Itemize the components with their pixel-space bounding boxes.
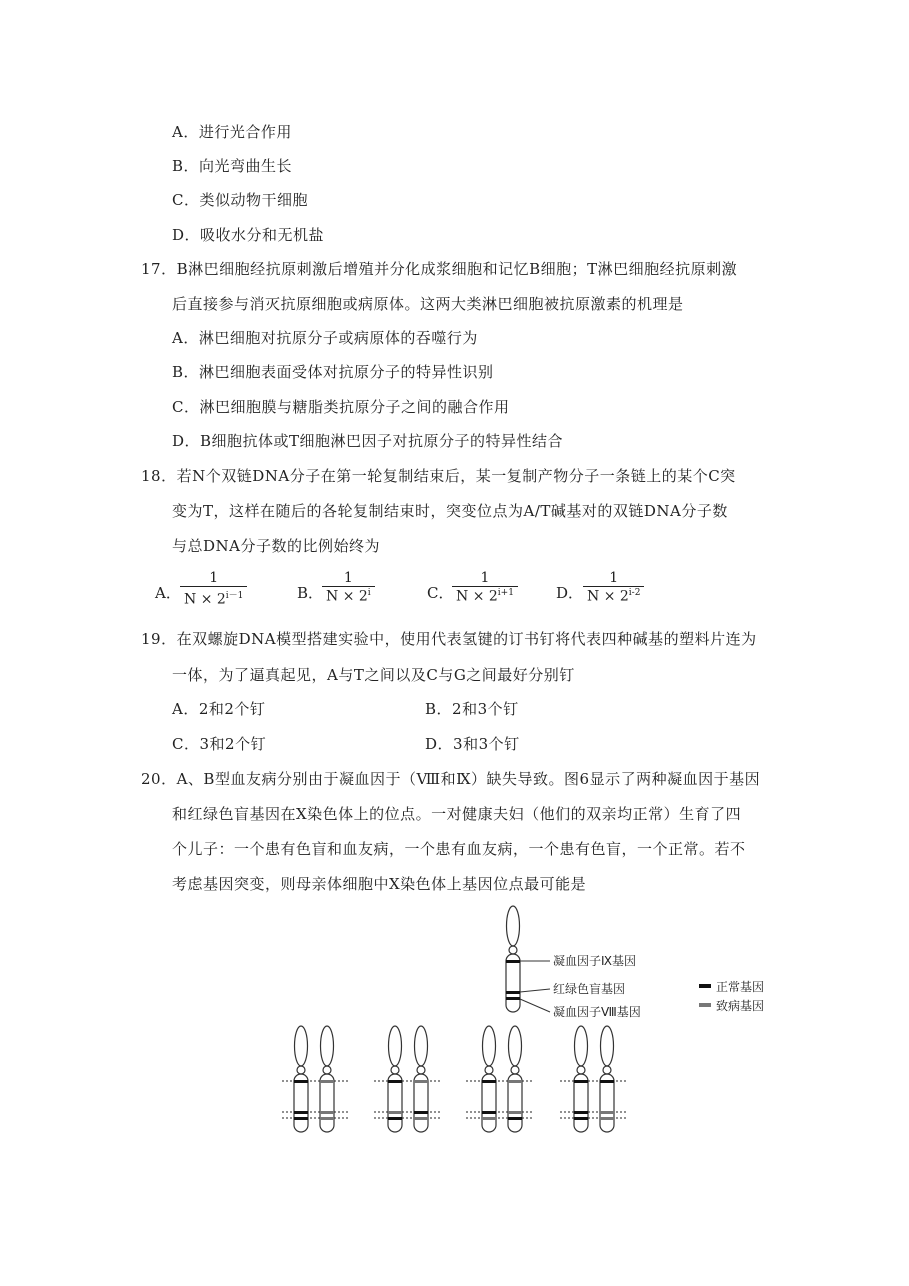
option-2-chromosome-1 (388, 1026, 402, 1132)
chromosome-centromere (577, 1066, 585, 1074)
band-colorblind (574, 1111, 588, 1114)
band-factor9 (482, 1080, 496, 1083)
leader-line-factor8 (520, 999, 550, 1012)
q20-stem-line4: 考虑基因突变，则母亲体细胞中X染色体上基因位点最可能是 (172, 875, 587, 893)
band-factor9 (320, 1080, 334, 1083)
option-4-chromosome-2 (600, 1026, 614, 1132)
q18-stem-line1: 18．若N个双链DNA分子在第一轮复制结束后，某一复制产物分子一条链上的某个C突 (141, 467, 736, 485)
fraction-numerator: 1 (609, 570, 619, 586)
fraction-numerator: 1 (209, 570, 219, 586)
band-factor8 (294, 1117, 308, 1120)
band-colorblind (294, 1111, 308, 1114)
label-colorblind-gene: 红绿色盲基因 (553, 982, 626, 996)
q17-stem-line1: 17．B淋巴细胞经抗原刺激后增殖并分化成浆细胞和记忆B细胞；T淋巴细胞经抗原刺激 (141, 260, 738, 278)
band-factor8 (574, 1117, 588, 1120)
fraction-numerator: 1 (343, 570, 353, 586)
fraction-denominator: $N \times 2^{i-2}$ (583, 586, 644, 605)
chromosome-centromere (603, 1066, 611, 1074)
q17-option-c: C．淋巴细胞膜与糖脂类抗原分子之间的融合作用 (172, 398, 510, 416)
chromosome-centromere (323, 1066, 331, 1074)
q19-option-d: D．3和3个钉 (425, 735, 520, 753)
option-3-chromosome-2 (508, 1026, 522, 1132)
reference-band-colorblind (506, 991, 520, 994)
band-factor9 (574, 1080, 588, 1083)
q20-stem-line1: 20．A、B型血友病分别由于凝血因于（Ⅷ和Ⅸ）缺失导致。图6显示了两种凝血因于基因 (141, 770, 761, 788)
legend-disease-label: 致病基因 (716, 999, 765, 1013)
option-1-chromosome-2 (320, 1026, 334, 1132)
chromosome-upper-arm (509, 1026, 522, 1066)
q18-stem-line2: 变为T，这样在随后的各轮复制结束时，突变位点为A/T碱基对的双链DNA分子数 (172, 502, 728, 520)
option-4-chromosome-1 (574, 1026, 588, 1132)
band-factor8 (600, 1117, 614, 1120)
fraction-denominator: $N \times 2^{i-1}$ (180, 586, 247, 608)
fraction-denominator: $N \times 2^{i+1}$ (452, 586, 518, 605)
label-factor8-gene: 凝血因子Ⅷ基因 (553, 1005, 641, 1019)
reference-band-factor9 (506, 960, 520, 963)
chromosome-centromere (297, 1066, 305, 1074)
band-colorblind (414, 1111, 428, 1114)
option-2-chromosome-2 (414, 1026, 428, 1132)
chromosome-upper-arm (295, 1026, 308, 1066)
band-factor8 (320, 1117, 334, 1120)
band-factor9 (600, 1080, 614, 1083)
q20-stem-line2: 和红绿色盲基因在X染色体上的位点。一对健康夫妇（他们的双亲均正常）生育了四 (172, 805, 742, 823)
q17-option-a: A．淋巴细胞对抗原分子或病原体的吞噬行为 (172, 329, 478, 347)
reference-centromere (509, 946, 517, 954)
q18-stem-line3: 与总DNA分子数的比例始终为 (172, 537, 380, 555)
chromosome-upper-arm (483, 1026, 496, 1066)
chromosome-upper-arm (415, 1026, 428, 1066)
legend-disease-swatch (699, 1003, 711, 1007)
q19-stem-line1: 19．在双螺旋DNA模型搭建实验中，使用代表氢键的订书钉将代表四种碱基的塑料片连为 (141, 630, 757, 648)
q18-option-d-label: D． (556, 584, 584, 602)
chromosome-upper-arm (389, 1026, 402, 1066)
leader-line-colorblind (520, 989, 550, 992)
fraction-numerator: 1 (480, 570, 490, 586)
chromosome-upper-arm (321, 1026, 334, 1066)
band-colorblind (320, 1111, 334, 1114)
q18-option-b-label: B． (297, 584, 324, 602)
band-colorblind (508, 1111, 522, 1114)
q18-option-c-label: C． (427, 584, 454, 602)
q19-option-a: A．2和2个钉 (172, 700, 266, 718)
chromosome-centromere (485, 1066, 493, 1074)
band-factor9 (388, 1080, 402, 1083)
reference-upper-arm (507, 906, 520, 946)
band-colorblind (482, 1111, 496, 1114)
chromosome-upper-arm (601, 1026, 614, 1066)
fraction-denominator: $N \times 2^i$ (322, 586, 375, 605)
q17-option-d: D．B细胞抗体或T细胞淋巴因子对抗原分子的特异性结合 (172, 432, 564, 450)
band-colorblind (600, 1111, 614, 1114)
chromosome-upper-arm (575, 1026, 588, 1066)
q19-stem-line2: 一体，为了逼真起见，A与T之间以及C与G之间最好分别钉 (172, 666, 575, 684)
q16-option-d: D．吸收水分和无机盐 (172, 226, 325, 244)
q17-option-b: B．淋巴细胞表面受体对抗原分子的特异性识别 (172, 363, 494, 381)
q16-option-a: A．进行光合作用 (172, 123, 292, 141)
band-factor9 (294, 1080, 308, 1083)
band-factor8 (414, 1117, 428, 1120)
q16-option-b: B．向光弯曲生长 (172, 157, 293, 175)
option-chromosome-pairs (294, 1026, 614, 1132)
q19-option-b: B．2和3个钉 (425, 700, 519, 718)
chromosome-centromere (391, 1066, 399, 1074)
chromosome-centromere (511, 1066, 519, 1074)
option-3-chromosome-1 (482, 1026, 496, 1132)
band-factor9 (508, 1080, 522, 1083)
band-factor8 (508, 1117, 522, 1120)
legend-normal-swatch (699, 984, 711, 988)
q16-option-c: C．类似动物干细胞 (172, 191, 308, 209)
band-factor9 (414, 1080, 428, 1083)
band-colorblind (388, 1111, 402, 1114)
reference-bands (506, 960, 520, 1000)
q20-stem-line3: 个儿子：一个患有色盲和血友病，一个患有血友病，一个患有色盲，一个正常。若不 (172, 840, 746, 858)
q19-option-c: C．3和2个钉 (172, 735, 267, 753)
q17-stem-line2: 后直接参与消灭抗原细胞或病原体。这两大类淋巴细胞被抗原激素的机理是 (172, 295, 684, 313)
option-1-chromosome-1 (294, 1026, 308, 1132)
reference-leader-lines (520, 961, 550, 1012)
band-factor8 (388, 1117, 402, 1120)
band-factor8 (482, 1117, 496, 1120)
chromosome-centromere (417, 1066, 425, 1074)
legend-normal-label: 正常基因 (716, 980, 765, 994)
q18-option-a-label: A． (155, 584, 181, 602)
reference-chromosome (506, 906, 520, 1012)
reference-band-factor8 (506, 997, 520, 1000)
label-factor9-gene: 凝血因子Ⅸ基因 (553, 954, 637, 968)
